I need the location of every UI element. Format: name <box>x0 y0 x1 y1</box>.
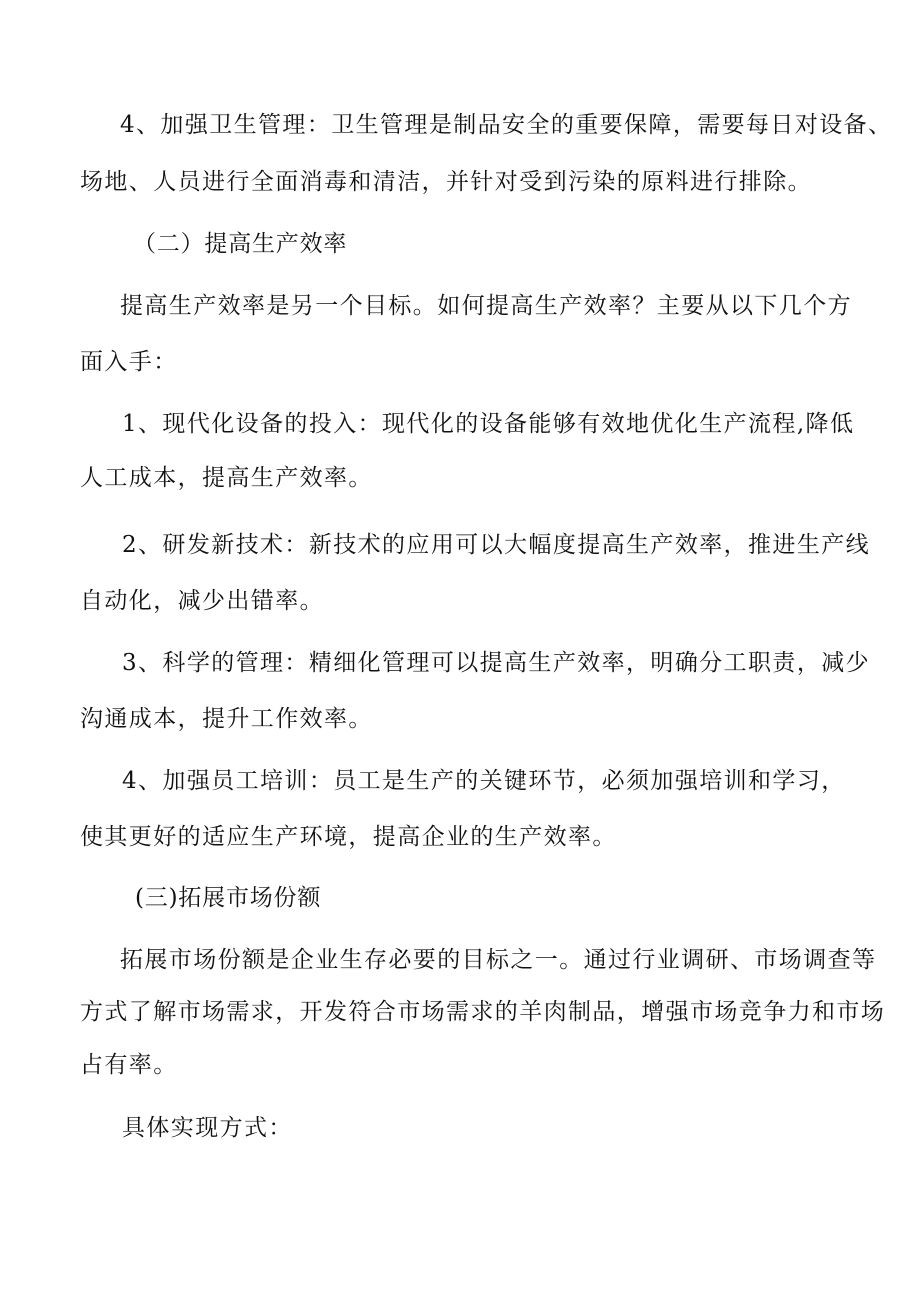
paragraph-implementation-line-1: 具体实现方式： <box>122 1115 293 1141</box>
section-heading-market-share: (三)拓展市场份额 <box>135 885 322 911</box>
paragraph-market-share-line-3: 占有率。 <box>80 1052 178 1078</box>
paragraph-item-1-line-1: 1、现代化设备的投入：现代化的设备能够有效地优化生产流程,降低 <box>122 411 855 437</box>
paragraph-item-3-line-1: 3、科学的管理：精细化管理可以提高生产效率，明确分工职责，减少 <box>122 650 871 676</box>
paragraph-efficiency-intro-line-2: 面入手： <box>80 349 178 375</box>
section-heading-efficiency: （二）提高生产效率 <box>133 231 348 257</box>
paragraph-item-1-line-2: 人工成本，提高生产效率。 <box>80 465 373 491</box>
paragraph-hygiene-line-2: 场地、人员进行全面消毒和清洁，并针对受到污染的原料进行排除。 <box>80 169 812 195</box>
paragraph-hygiene-line-1: 4、加强卫生管理：卫生管理是制品安全的重要保障，需要每日对设备、 <box>120 112 893 138</box>
paragraph-item-4-line-2: 使其更好的适应生产环境，提高企业的生产效率。 <box>80 824 617 850</box>
paragraph-efficiency-intro-line-1: 提高生产效率是另一个目标。如何提高生产效率？主要从以下几个方 <box>120 293 852 319</box>
paragraph-market-share-line-1: 拓展市场份额是企业生存必要的目标之一。通过行业调研、市场调查等 <box>120 947 877 973</box>
paragraph-item-4-line-1: 4、加强员工培训：员工是生产的关键环节，必须加强培训和学习， <box>122 768 846 794</box>
paragraph-item-2-line-2: 自动化，减少出错率。 <box>80 588 324 614</box>
paragraph-item-3-line-2: 沟通成本，提升工作效率。 <box>80 706 373 732</box>
paragraph-item-2-line-1: 2、研发新技术：新技术的应用可以大幅度提高生产效率，推进生产线 <box>122 532 871 558</box>
paragraph-market-share-line-2: 方式了解市场需求，开发符合市场需求的羊肉制品，增强市场竞争力和市场 <box>80 999 886 1025</box>
